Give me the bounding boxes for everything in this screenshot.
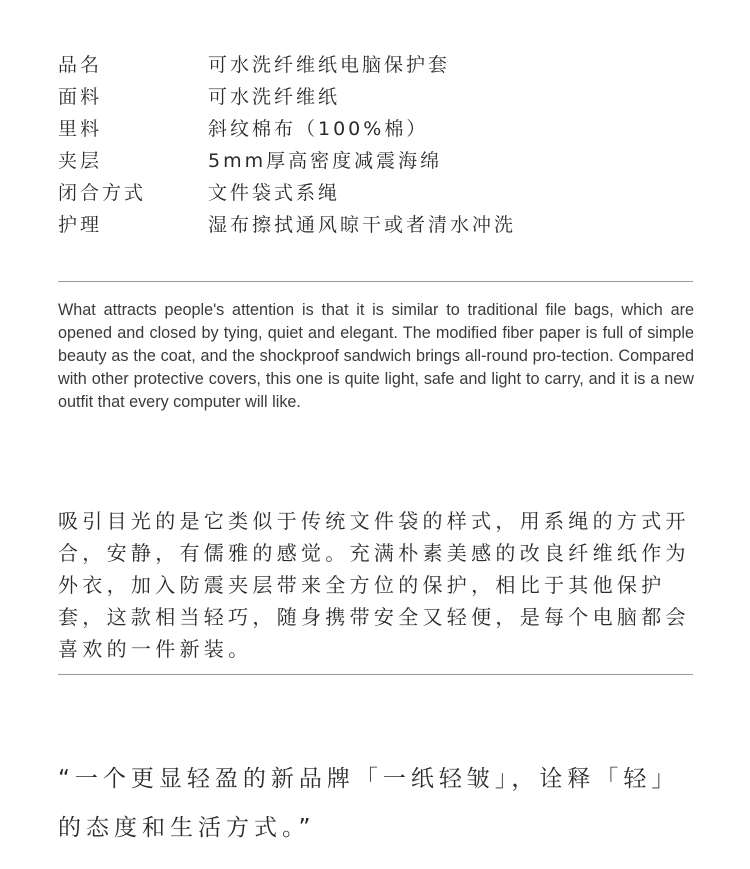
spec-row-lining bbox=[58, 111, 698, 143]
spec-label: 里料 bbox=[58, 117, 103, 140]
spec-label: 夹层 bbox=[58, 149, 103, 172]
divider bbox=[58, 281, 693, 282]
spec-value: 5mm厚高密度减震海绵 bbox=[208, 149, 443, 172]
spec-label: 品名 bbox=[58, 53, 103, 76]
slogan-line-1: “一个更显轻盈的新品牌「一纸轻皱」，诠释「轻」 bbox=[58, 766, 680, 792]
spec-label: 面料 bbox=[58, 85, 103, 108]
spec-row-care bbox=[58, 207, 698, 239]
divider bbox=[58, 674, 693, 675]
chinese-description: 吸引目光的是它类似于传统文件袋的样式，用系绳的方式开合，安静，有儒雅的感觉。充满朴素美感的改良纤维纸作为外衣，加入防震夹层带来全方位的保护，相比于其他保护套，这款相当轻巧，随身携带安全又轻便，是每个电脑都会喜欢的一件新装。 bbox=[58, 509, 690, 661]
spec-value: 斜纹棉布（100%棉） bbox=[208, 117, 429, 140]
spec-value: 文件袋式系绳 bbox=[208, 181, 341, 204]
slogan-line-2: 的态度和生活方式。” bbox=[58, 815, 316, 841]
spec-label: 护理 bbox=[58, 213, 103, 236]
spec-row-name bbox=[58, 47, 698, 79]
spec-value: 可水洗纤维纸 bbox=[208, 85, 341, 108]
spec-value: 可水洗纤维纸电脑保护套 bbox=[208, 53, 451, 76]
spec-row-outer-fabric bbox=[58, 79, 698, 111]
spec-table bbox=[58, 47, 698, 239]
spec-label: 闭合方式 bbox=[58, 181, 147, 204]
spec-row-interlayer bbox=[58, 143, 698, 175]
spec-value: 湿布擦拭通风晾干或者清水冲洗 bbox=[208, 213, 517, 236]
brand-slogan bbox=[58, 755, 708, 853]
english-description: What attracts people's attention is that it is similar to traditional file bags, which are opened and closed by tying, quiet and elegant. The modified fiber paper is full of simple beauty as the coat, and the shockproof sandwich brings all-round pro-tection. Compared with other protective covers, this one is quite light, safe and light to carry, and it is a new outfit that every computer will like. bbox=[58, 301, 694, 411]
spec-row-closure bbox=[58, 175, 698, 207]
